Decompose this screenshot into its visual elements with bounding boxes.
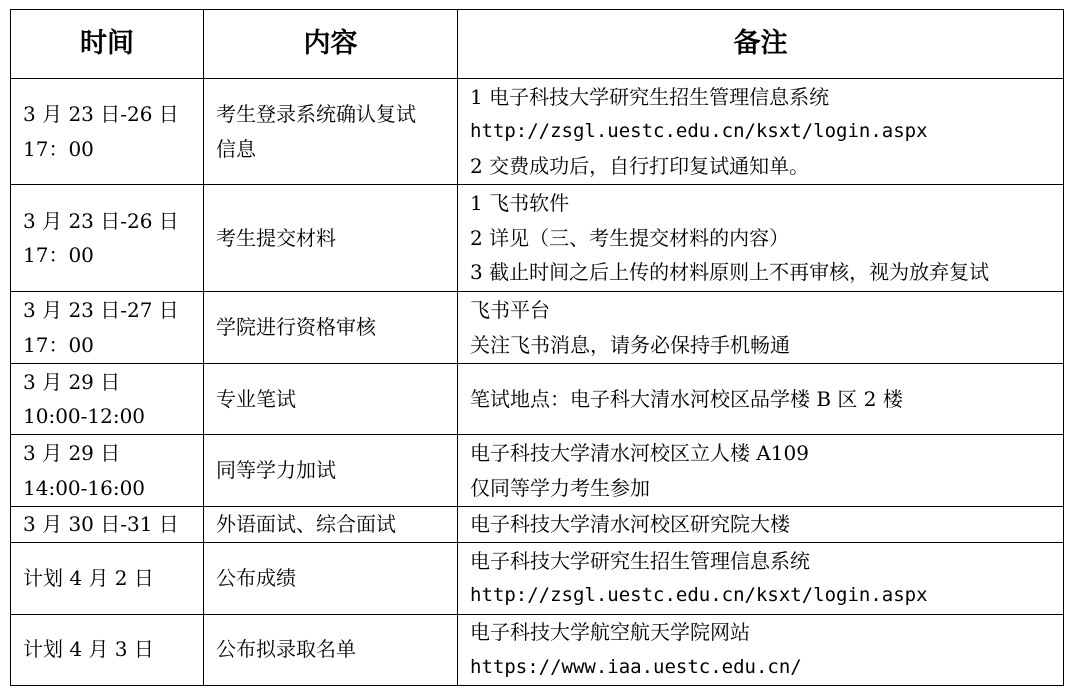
note-cell	[458, 542, 1064, 614]
table-row	[11, 185, 1064, 292]
content-line: 公布拟录取名单	[216, 637, 356, 662]
note-link[interactable]: http://zsgl.uestc.edu.cn/ksxt/login.aspx	[470, 120, 928, 143]
note-cell	[458, 614, 1064, 685]
header-time: 时间	[11, 10, 204, 79]
table-row	[11, 614, 1064, 685]
content-line: 同等学力加试	[216, 458, 336, 483]
time-cell	[11, 507, 204, 543]
time-line: 计划 4 月 2 日	[23, 565, 154, 590]
note-link[interactable]: http://zsgl.uestc.edu.cn/ksxt/login.aspx	[470, 584, 928, 606]
time-line: 17：00	[23, 332, 94, 357]
time-line: 计划 4 月 3 日	[23, 637, 154, 662]
table-row	[11, 507, 1064, 543]
time-cell	[11, 79, 204, 185]
time-line: 10:00-12:00	[23, 404, 146, 428]
note-cell	[458, 292, 1064, 364]
content-cell	[204, 79, 458, 185]
content-cell	[204, 292, 458, 364]
table-header-row	[11, 10, 1064, 79]
time-line: 17：00	[23, 136, 94, 161]
content-cell	[204, 364, 458, 435]
schedule-table	[10, 9, 1064, 686]
note-line: 仅同等学力考生参加	[470, 475, 650, 500]
time-cell	[11, 364, 204, 435]
time-cell	[11, 614, 204, 685]
time-cell	[11, 435, 204, 507]
schedule-table-wrapper	[10, 9, 1064, 686]
table-row	[11, 435, 1064, 507]
note-line: 1 电子科技大学研究生招生管理信息系统	[470, 84, 830, 109]
time-line: 3 月 30 日-31 日	[23, 512, 179, 536]
note-line: 电子科技大学清水河校区研究院大楼	[470, 512, 790, 536]
note-link[interactable]: https://www.iaa.uestc.edu.cn/	[470, 655, 802, 678]
time-line: 3 月 29 日	[23, 441, 121, 465]
time-line: 3 月 23 日-27 日	[23, 298, 179, 322]
note-line: 电子科技大学研究生招生管理信息系统	[470, 548, 810, 573]
content-cell	[204, 435, 458, 507]
time-line: 3 月 23 日-26 日	[23, 102, 179, 126]
note-cell	[458, 507, 1064, 543]
content-cell	[204, 185, 458, 292]
time-line: 17：00	[23, 243, 94, 267]
time-cell	[11, 542, 204, 614]
content-cell	[204, 614, 458, 685]
note-line: 电子科技大学清水河校区立人楼 A109	[470, 441, 809, 465]
time-cell	[11, 292, 204, 364]
content-line: 信息	[216, 136, 256, 161]
time-line: 3 月 23 日-26 日	[23, 208, 179, 233]
content-cell	[204, 507, 458, 543]
content-line: 学院进行资格审核	[216, 315, 376, 340]
header-note: 备注	[458, 10, 1064, 79]
content-line: 专业笔试	[216, 386, 296, 411]
header-content: 内容	[204, 10, 458, 79]
note-line: 3 截止时间之后上传的材料原则上不再审核，视为放弃复试	[470, 260, 990, 285]
note-line: 笔试地点：电子科大清水河校区品学楼 B 区 2 楼	[470, 386, 903, 411]
note-line: 2 交费成功后，自行打印复试通知单。	[470, 153, 810, 178]
time-cell	[11, 185, 204, 292]
content-cell	[204, 542, 458, 614]
table-row	[11, 542, 1064, 614]
table-row	[11, 79, 1064, 185]
time-line: 3 月 29 日	[23, 369, 121, 394]
content-line: 考生提交材料	[216, 225, 336, 250]
content-line: 考生登录系统确认复试	[216, 102, 416, 126]
note-line: 电子科技大学航空航天学院网站	[470, 620, 750, 644]
note-line: 1 飞书软件	[470, 191, 570, 216]
note-cell	[458, 435, 1064, 507]
note-line: 飞书平台	[470, 298, 550, 322]
table-row	[11, 292, 1064, 364]
content-line: 公布成绩	[216, 565, 296, 590]
note-line: 2 详见（三、考生提交材料的内容）	[470, 225, 790, 250]
note-cell	[458, 79, 1064, 185]
table-row	[11, 364, 1064, 435]
note-cell	[458, 364, 1064, 435]
time-line: 14:00-16:00	[23, 475, 146, 500]
note-line: 关注飞书消息，请务必保持手机畅通	[470, 332, 790, 357]
content-line: 外语面试、综合面试	[216, 512, 396, 536]
note-cell	[458, 185, 1064, 292]
